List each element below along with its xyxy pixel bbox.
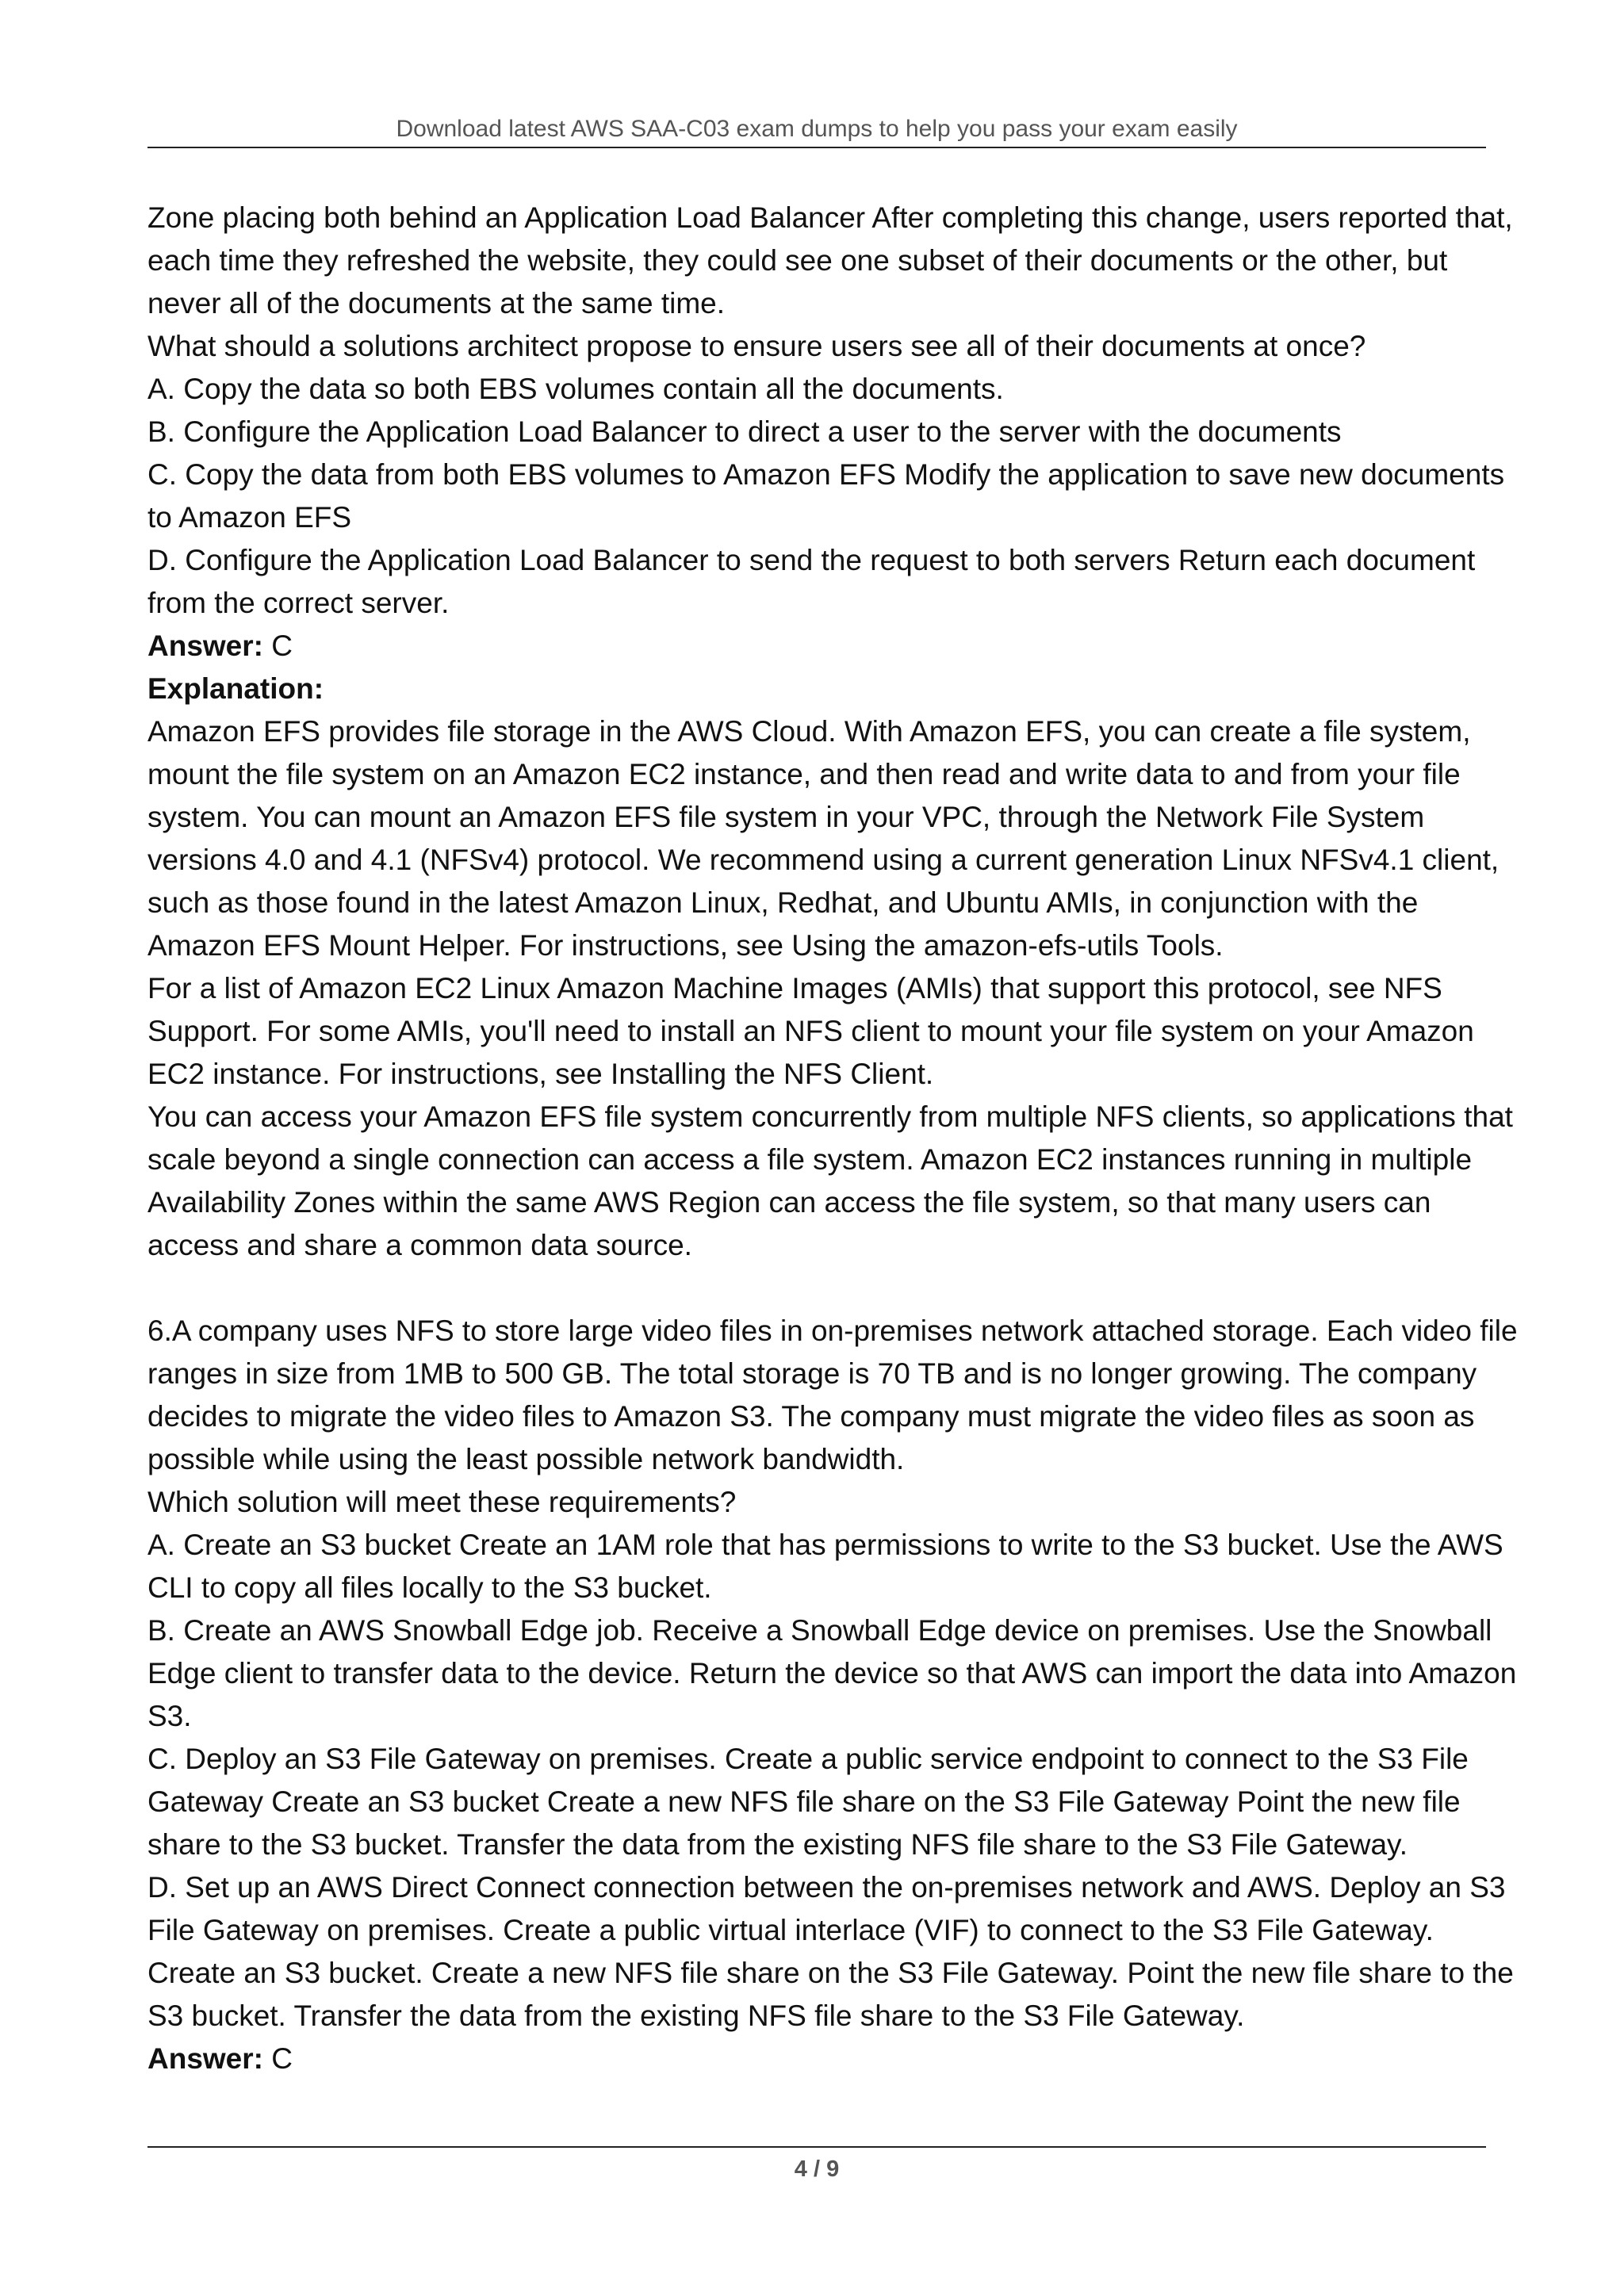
answer-label: Answer:	[147, 629, 263, 662]
explanation-line: access and share a common data source.	[147, 1229, 692, 1261]
q5-option-line: A. Copy the data so both EBS volumes contain all the documents.	[147, 373, 1004, 405]
page-number: 4 / 9	[794, 2156, 840, 2182]
page-content	[147, 197, 1518, 2080]
q5-stem-line: each time they refreshed the website, they could see one subset of their documents or the other, but	[147, 244, 1448, 277]
explanation-line: system. You can mount an Amazon EFS file system in your VPC, through the Network File System	[147, 801, 1425, 833]
q6-stem-line: possible while using the least possible network bandwidth.	[147, 1443, 905, 1475]
explanation-line: For a list of Amazon EC2 Linux Amazon Machine Images (AMIs) that support this protocol, see NFS	[147, 972, 1442, 1004]
explanation-line: mount the file system on an Amazon EC2 instance, and then read and write data to and from your file	[147, 758, 1461, 790]
q6-stem-line: decides to migrate the video files to Amazon S3. The company must migrate the video files as soon as	[147, 1400, 1475, 1433]
q6-option-line: Gateway Create an S3 bucket Create a new NFS file share on the S3 File Gateway Point the new file	[147, 1785, 1461, 1818]
page-header: Download latest AWS SAA-C03 exam dumps to help you pass your exam easily	[396, 116, 1238, 142]
q6-option-line: S3 bucket. Transfer the data from the existing NFS file share to the S3 File Gateway.	[147, 1999, 1245, 2032]
q5-option-line: from the correct server.	[147, 587, 450, 619]
q5-option-line: C. Copy the data from both EBS volumes to Amazon EFS Modify the application to save new documents	[147, 458, 1505, 491]
q6-option-line: D. Set up an AWS Direct Connect connection between the on-premises network and AWS. Deploy an S3	[147, 1871, 1506, 1904]
q6-question: Which solution will meet these requirements?	[147, 1486, 737, 1518]
q6-option-line: Edge client to transfer data to the device. Return the device so that AWS can import the data into Amazon	[147, 1657, 1517, 1689]
q6-option-line: share to the S3 bucket. Transfer the data from the existing NFS file share to the S3 File Gateway.	[147, 1828, 1408, 1861]
explanation-line: scale beyond a single connection can access a file system. Amazon EC2 instances running in multiple	[147, 1143, 1473, 1176]
q5-explanation-heading	[147, 668, 1496, 710]
q5-option-line: D. Configure the Application Load Balancer to send the request to both servers Return each document	[147, 544, 1476, 576]
q5-option-line: to Amazon EFS	[147, 501, 352, 534]
q5-question: What should a solutions architect propose to ensure users see all of their documents at once?	[147, 330, 1366, 362]
q6-option-line: CLI to copy all files locally to the S3 bucket.	[147, 1571, 712, 1604]
explanation-line: such as those found in the latest Amazon Linux, Redhat, and Ubuntu AMIs, in conjunction with the	[147, 886, 1419, 919]
q6-answer	[147, 2038, 1496, 2080]
q6-stem-line: ranges in size from 1MB to 500 GB. The total storage is 70 TB and is no longer growing. The company	[147, 1357, 1477, 1390]
paragraph-spacer	[147, 1267, 1496, 1310]
explanation-line: EC2 instance. For instructions, see Installing the NFS Client.	[147, 1058, 934, 1090]
q6-option-line: A. Create an S3 bucket Create an 1AM role that has permissions to write to the S3 bucket. Use the AWS	[147, 1529, 1503, 1561]
explanation-line: Support. For some AMIs, you'll need to install an NFS client to mount your file system on your Amazon	[147, 1015, 1474, 1047]
q5-option-line: B. Configure the Application Load Balancer to direct a user to the server with the documents	[147, 415, 1342, 448]
explanation-label: Explanation:	[147, 672, 324, 705]
answer-label: Answer:	[147, 2042, 263, 2075]
q6-option-line: File Gateway on premises. Create a public virtual interlace (VIF) to connect to the S3 File Gateway.	[147, 1914, 1434, 1946]
explanation-line: versions 4.0 and 4.1 (NFSv4) protocol. We recommend using a current generation Linux NFSv4.1 client,	[147, 844, 1500, 876]
explanation-line: Amazon EFS provides file storage in the AWS Cloud. With Amazon EFS, you can create a file system,	[147, 715, 1471, 748]
q6-option-line: Create an S3 bucket. Create a new NFS file share on the S3 File Gateway. Point the new file share to the	[147, 1957, 1514, 1989]
q6-stem-line: 6.A company uses NFS to store large video files in on-premises network attached storage. Each video file	[147, 1314, 1518, 1347]
footer-divider	[147, 2146, 1486, 2148]
q6-option-line: C. Deploy an S3 File Gateway on premises. Create a public service endpoint to connect to the S3 File	[147, 1743, 1469, 1775]
explanation-line: You can access your Amazon EFS file system concurrently from multiple NFS clients, so applications that	[147, 1100, 1513, 1133]
q5-stem-line: never all of the documents at the same time.	[147, 287, 726, 320]
q6-option-line: S3.	[147, 1700, 192, 1732]
q5-stem-line: Zone placing both behind an Application Load Balancer After completing this change, users reported that,	[147, 201, 1513, 234]
explanation-line: Availability Zones within the same AWS Region can access the file system, so that many users can	[147, 1186, 1431, 1219]
explanation-line: Amazon EFS Mount Helper. For instructions, see Using the amazon-efs-utils Tools.	[147, 929, 1224, 962]
q6-option-line: B. Create an AWS Snowball Edge job. Receive a Snowball Edge device on premises. Use the Snowball	[147, 1614, 1492, 1647]
answer-value: C	[262, 2042, 293, 2075]
q5-answer	[147, 625, 1496, 668]
answer-value: C	[262, 629, 293, 662]
header-divider	[147, 147, 1486, 148]
